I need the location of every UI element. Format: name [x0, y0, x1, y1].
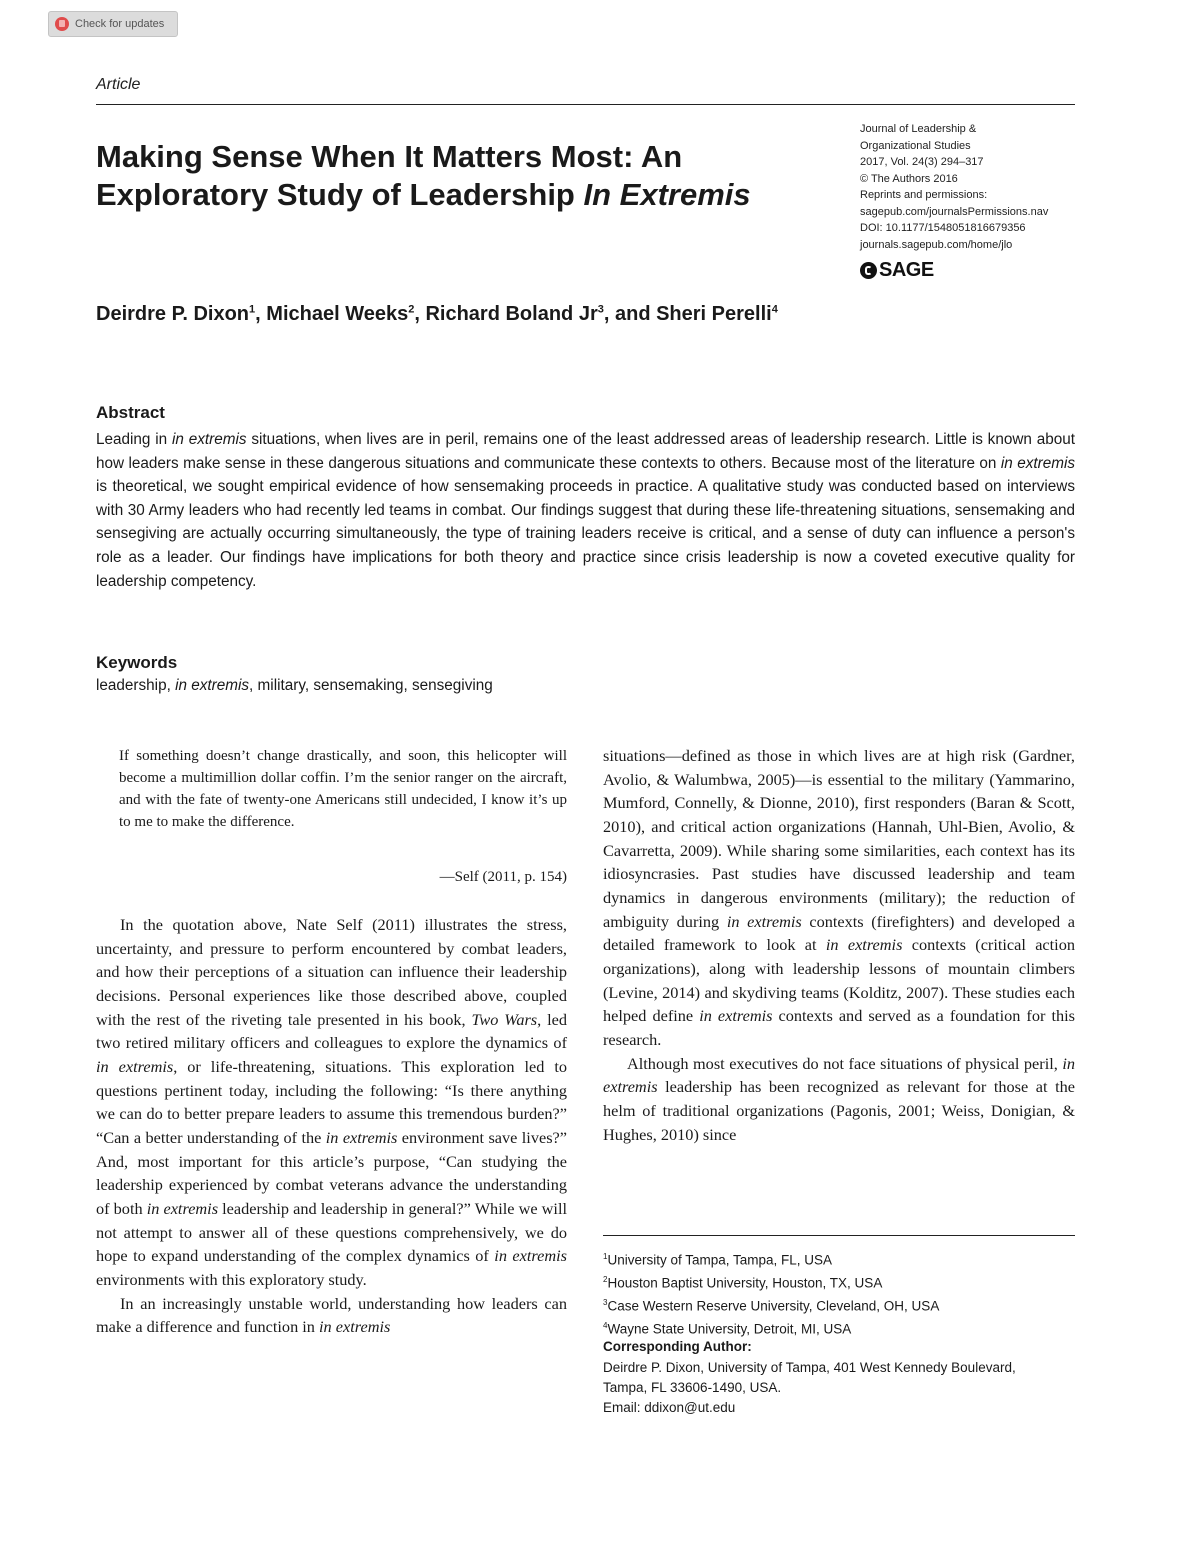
check-for-updates-label: Check for updates — [75, 18, 165, 30]
journal-doi[interactable]: DOI: 10.1177/1548051816679356 — [860, 222, 1026, 234]
author-2: Michael Weeks — [266, 303, 409, 325]
body-paragraph: In the quotation above, Nate Self (2011) illustrates the stress, uncertainty, and pressure to perform encountered by combat leaders, and how their perceptions of a situation can influence their leadership decisions. Personal experiences like those described above, coupled with the rest of the riveting tale presented in his book, Two Wars, led two retired military officers and colleagues to explore the dynamics of in extremis, or life-threatening, situations. This exploration led to questions pertinent today, including the following: “Is there anything we can do to better prepare leaders to assume this tremendous burden?” “Can a better understanding of the in extremis environment save lives?” And, most important for this article’s purpose, “Can studying the leadership experienced by combat veterans advance the understanding of both in extremis leadership and leadership in general?” While we will not attempt to answer all of these questions comprehensively, we do hope to expand understanding of the complex dynamics of in extremis environments with this exploratory study. — [96, 915, 568, 1289]
epigraph-source: —Self (2011, p. 154) — [439, 869, 567, 885]
article-type-label: Article — [96, 76, 141, 93]
body-column-right — [603, 744, 1075, 1146]
title-line-2 — [96, 176, 836, 214]
author-2-affil: 2 — [408, 303, 415, 316]
check-for-updates-button[interactable] — [48, 11, 178, 37]
corresponding-address-1: Deirdre P. Dixon, University of Tampa, 401 West Kennedy Boulevard, — [603, 1360, 1016, 1375]
author-separator: , — [255, 303, 267, 325]
affiliation-item: $^1$University of Tampa, Tampa, FL, USA — [603, 1252, 833, 1268]
author-separator: , — [414, 303, 426, 325]
author-4: Sheri Perelli — [656, 303, 772, 325]
journal-name-1: Journal of Leadership & — [860, 123, 977, 135]
author-list — [96, 303, 778, 326]
sage-logo — [860, 259, 934, 282]
author-separator: , and — [603, 303, 657, 325]
title-line-1: Making Sense When It Matters Most: An — [96, 139, 683, 174]
corresponding-email[interactable]: Email: ddixon@ut.edu — [603, 1400, 736, 1415]
article-title — [96, 138, 836, 214]
affiliation-item: $^2$Houston Baptist University, Houston, TX, USA — [603, 1275, 883, 1291]
journal-copyright: © The Authors 2016 — [860, 172, 958, 185]
journal-name-2: Organizational Studies — [860, 139, 971, 152]
sage-logo-text: SAGE — [879, 259, 934, 281]
corresponding-address-2: Tampa, FL 33606-1490, USA. — [603, 1380, 782, 1395]
journal-volume: 2017, Vol. 24(3) 294–317 — [860, 156, 984, 168]
body-column-left — [96, 913, 567, 1339]
corresponding-author-heading: Corresponding Author: — [603, 1339, 752, 1354]
epigraph-quote: If something doesn’t change drastically, and soon, this helicopter will become a multimillion dollar coffin. I’m the senior ranger on the aircraft, and with the fate of twenty-one Americans still undecided, I know it’s up to me to make the difference. — [119, 748, 567, 830]
sage-logo-icon — [860, 262, 877, 279]
title-line-2-italic: In Extremis — [583, 177, 751, 212]
header-rule — [96, 104, 1075, 105]
author-3: Richard Boland Jr — [425, 303, 598, 325]
author-3-affil: 3 — [597, 303, 604, 316]
footnote-rule — [603, 1235, 1075, 1236]
check-updates-icon — [55, 17, 69, 31]
affiliation-item: $^3$Case Western Reserve University, Cleveland, OH, USA — [603, 1298, 940, 1314]
author-1: Deirdre P. Dixon — [96, 303, 250, 325]
keywords-heading: Keywords — [96, 653, 178, 672]
journal-reprints: Reprints and permissions: — [860, 189, 988, 201]
author-1-affil: 1 — [249, 303, 256, 316]
abstract-text: Leading in in extremis situations, when lives are in peril, remains one of the least addressed areas of leadership research. Little is known about how leaders make sense in these dangerous situations and communicate these contexts to others. Because most of the literature on in extremis is theoretical, we sought empirical evidence of how sensemaking proceeds in practice. A qualitative study was conducted based on interviews with 30 Army leaders who had recently led teams in combat. Our findings suggest that during these life-threatening situations, sensemaking and sensegiving are actually occurring simultaneously, the type of training leaders receive is critical, and a sense of duty can influence a person's role as a leader. Our findings have implications for both theory and practice since crisis leadership is now a coveted executive quality for leadership competency. — [96, 431, 1075, 590]
journal-metadata — [860, 121, 1075, 253]
body-paragraph: In an increasingly unstable world, understanding how leaders can make a difference and function in in extremis — [96, 1293, 567, 1337]
body-paragraph: Although most executives do not face situations of physical peril, in extremis leadership has been recognized as relevant for those at the helm of traditional organizations (Pagonis, 2001; Weiss, Donigian, & Hughes, 2010) since — [603, 1053, 1075, 1144]
title-line-2-plain: Exploratory Study of Leadership — [96, 177, 584, 212]
body-paragraph: situations—defined as those in which lives are at high risk (Gardner, Avolio, & Walumbwa, 2005)—is essential to the military (Yammarino, Mumford, Connelly, & Dionne, 2010), first responders (Baran & Scott, 2010), and critical action organizations (Hannah, Uhl-Bien, Avolio, & Cavarretta, 2009). While sharing some similarities, each context has its idiosyncrasies. Past studies have discussed leadership and team dynamics in dangerous environments (military); the reduction of ambiguity during in extremis contexts (firefighters) and developed a detailed framework to look at in extremis contexts (critical action organizations), along with leadership lessons of mountain climbers (Levine, 2014) and skydiving teams (Kolditz, 2007). These studies each helped define in extremis contexts and served as a foundation for this research. — [603, 746, 1076, 1049]
affiliation-item: $^4$Wayne State University, Detroit, MI, USA — [603, 1321, 852, 1337]
affiliations-list — [603, 1247, 1075, 1339]
author-4-affil: 4 — [771, 303, 778, 316]
journal-home-link[interactable]: journals.sagepub.com/home/jlo — [860, 238, 1013, 251]
keywords-list: leadership, in extremis, military, sensemaking, sensegiving — [96, 677, 493, 694]
corresponding-author-details — [603, 1358, 1075, 1418]
abstract-heading: Abstract — [96, 403, 165, 422]
journal-permissions-link[interactable]: sagepub.com/journalsPermissions.nav — [860, 205, 1049, 218]
